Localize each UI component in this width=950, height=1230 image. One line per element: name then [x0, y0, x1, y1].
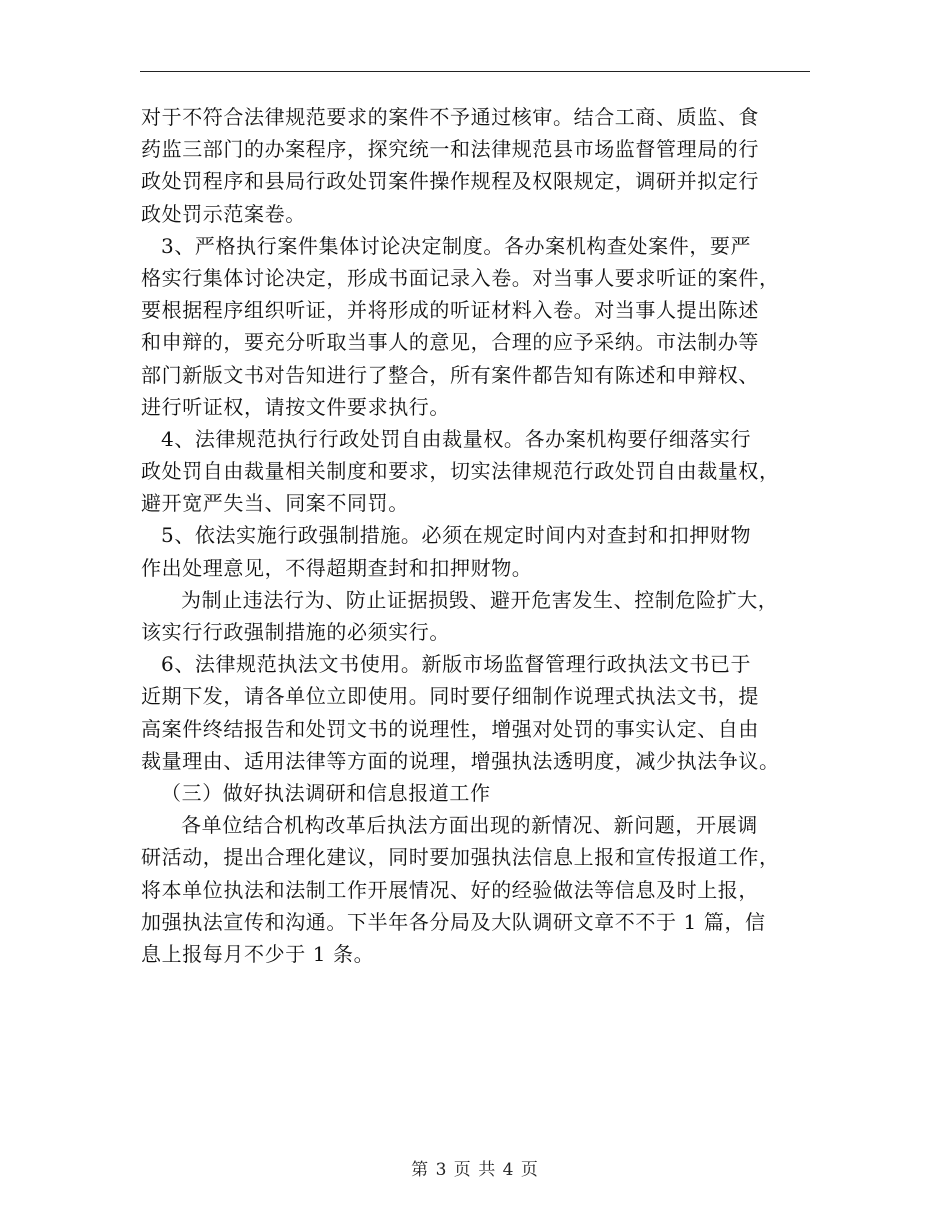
text-line: 高案件终结报告和处罚文书的说理性，增强对处罚的事实认定、自由 [141, 716, 759, 741]
text-line: 格实行集体讨论决定，形成书面记录入卷。对当事人要求听证的案件， [141, 265, 780, 290]
text-line: 部门新版文书对告知进行了整合，所有案件都告知有陈述和申辩权、 [141, 362, 759, 387]
text-line: 4、法律规范执行行政处罚自由裁量权。各办案机构要仔细落实行 [161, 426, 752, 451]
document-body [141, 101, 809, 970]
text-line: 政处罚自由裁量相关制度和要求，切实法律规范行政处罚自由裁量权， [141, 459, 780, 484]
text-line: 要根据程序组织听证，并将形成的听证材料入卷。对当事人提出陈述 [141, 298, 759, 323]
text-line: 5、依法实施行政强制措施。必须在规定时间内对查封和扣押财物 [161, 523, 752, 548]
text-line: 进行听证权，请按文件要求执行。 [141, 394, 450, 419]
text-line: 药监三部门的办案程序，探究统一和法律规范县市场监督管理局的行 [141, 137, 759, 162]
header-rule [140, 71, 810, 72]
text-line: 政处罚程序和县局行政处罚案件操作规程及权限规定，调研并拟定行 [141, 169, 759, 194]
text-line: 裁量理由、适用法律等方面的说理，增强执法透明度，减少执法争议。 [141, 748, 780, 773]
text-line: 近期下发，请各单位立即使用。同时要仔细制作说理式执法文书，提 [141, 684, 759, 709]
text-line: 息上报每月不少于 1 条。 [141, 941, 375, 966]
text-line: 政处罚示范案卷。 [141, 201, 306, 226]
text-line: 为制止违法行为、防止证据损毁、避开危害发生、控制危险扩大， [181, 587, 779, 612]
text-line: 6、法律规范执法文书使用。新版市场监督管理行政执法文书已于 [161, 652, 752, 677]
text-line: 研活动，提出合理化建议，同时要加强执法信息上报和宣传报道工作， [141, 845, 780, 870]
text-line: 加强执法宣传和沟通。下半年各分局及大队调研文章不不于 1 篇，信 [141, 909, 766, 934]
page-footer: 第 3 页 共 4 页 [411, 1160, 539, 1180]
text-line: 各单位结合机构改革后执法方面出现的新情况、新问题，开展调 [181, 813, 758, 838]
text-line: （三）做好执法调研和信息报道工作 [161, 780, 491, 805]
text-line: 该实行行政强制措施的必须实行。 [141, 620, 450, 644]
text-line: 将本单位执法和法制工作开展情况、好的经验做法等信息及时上报， [141, 877, 759, 902]
text-line: 作出处理意见，不得超期查封和扣押财物。 [141, 555, 533, 580]
text-line: 避开宽严失当、同案不同罚。 [141, 491, 409, 516]
text-line: 对于不符合法律规范要求的案件不予通过核审。结合工商、质监、食 [141, 105, 759, 129]
text-line: 和申辩的，要充分听取当事人的意见，合理的应予采纳。市法制办等 [141, 330, 759, 355]
text-line: 3、严格执行案件集体讨论决定制度。各办案机构查处案件，要严 [161, 233, 752, 258]
